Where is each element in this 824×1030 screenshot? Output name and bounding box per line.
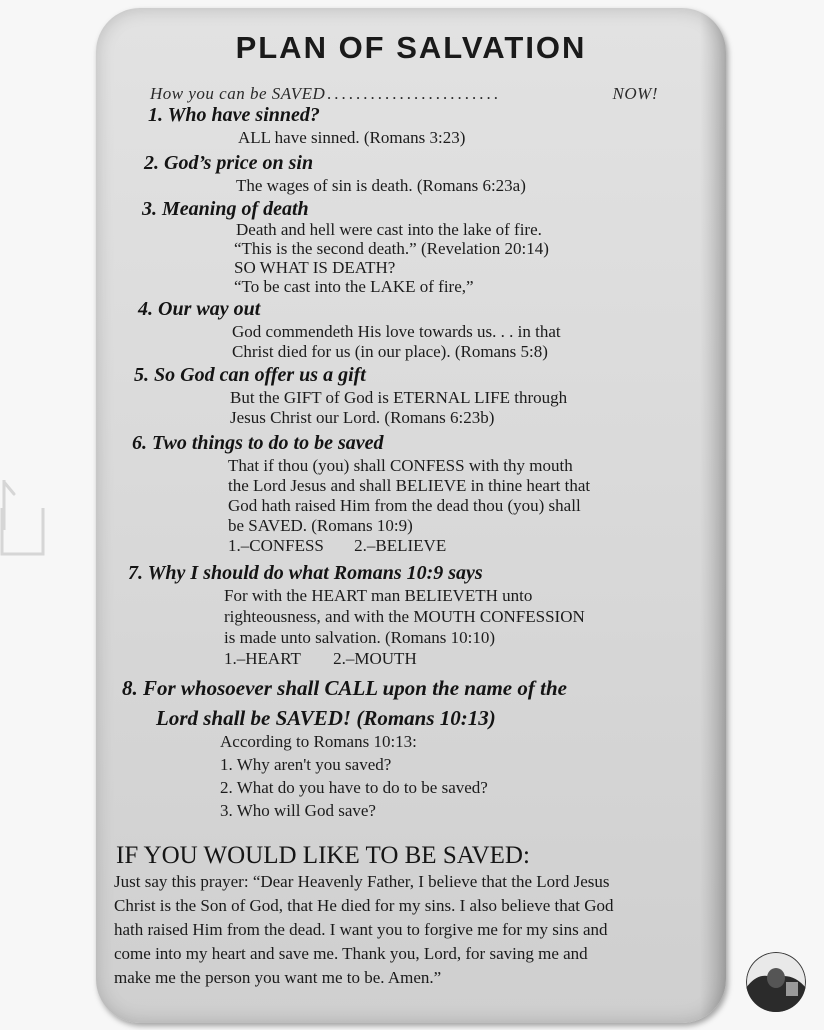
subtitle-right: NOW! xyxy=(612,84,658,103)
section-6-steps xyxy=(228,536,446,556)
section-7-steps xyxy=(224,649,417,669)
section-2-heading: 2. God’s price on sin xyxy=(144,152,314,174)
section-8-line: 2. What do you have to do to be saved? xyxy=(220,778,488,797)
section-5-line: Jesus Christ our Lord. (Romans 6:23b) xyxy=(230,408,495,427)
section-4-line: Christ died for us (in our place). (Romans 5:8) xyxy=(232,342,548,361)
section-5-heading: 5. So God can offer us a gift xyxy=(134,364,366,386)
step-item: 2.–BELIEVE xyxy=(354,536,447,555)
section-6-line: be SAVED. (Romans 10:9) xyxy=(228,516,413,535)
avatar[interactable] xyxy=(746,952,806,1012)
section-3-line: “To be cast into the LAKE of fire,” xyxy=(234,277,474,296)
card-edge-shadow xyxy=(700,8,726,1023)
prayer-line: hath raised Him from the dead. I want you to forgive me for my sins and xyxy=(114,920,608,939)
section-1-heading: 1. Who have sinned? xyxy=(148,104,320,126)
section-8-heading: 8. For whosoever shall CALL upon the name of the xyxy=(122,676,567,700)
section-6-heading: 6. Two things to do to be saved xyxy=(132,432,384,454)
section-6-line: That if thou (you) shall CONFESS with thy mouth xyxy=(228,456,573,475)
section-7-line: For with the HEART man BELIEVETH unto xyxy=(224,586,533,605)
section-5-line: But the GIFT of God is ETERNAL LIFE through xyxy=(230,388,568,407)
section-7-heading: 7. Why I should do what Romans 10:9 says xyxy=(128,562,483,584)
section-3-heading: 3. Meaning of death xyxy=(142,198,309,220)
step-item: 2.–MOUTH xyxy=(333,649,417,668)
section-2-line: The wages of sin is death. (Romans 6:23a) xyxy=(236,176,526,195)
section-7-line: righteousness, and with the MOUTH CONFESSION xyxy=(224,607,585,626)
salvation-card xyxy=(96,8,726,1023)
section-3-line: Death and hell were cast into the lake of fire. xyxy=(236,220,542,239)
prayer-line: Just say this prayer: “Dear Heavenly Father, I believe that the Lord Jesus xyxy=(114,872,610,891)
section-8-line: 1. Why aren't you saved? xyxy=(220,755,392,774)
card-subtitle xyxy=(150,84,658,104)
avatar-icon xyxy=(746,952,806,1012)
section-1-line: ALL have sinned. (Romans 3:23) xyxy=(238,128,466,147)
prayer-line: come into my heart and save me. Thank you, Lord, for saving me and xyxy=(114,944,588,963)
section-8-line: 3. Who will God save? xyxy=(220,801,376,820)
prayer-line: make me the person you want me to be. Amen.” xyxy=(114,968,442,987)
subtitle-dots: ........................ xyxy=(327,84,502,103)
prayer-line: Christ is the Son of God, that He died for my sins. I also believe that God xyxy=(114,896,614,915)
section-3-line: “This is the second death.” (Revelation 20:14) xyxy=(234,239,549,258)
card-title: PLAN OF SALVATION xyxy=(235,30,587,65)
step-item: 1.–CONFESS xyxy=(228,536,324,555)
closing-heading: IF YOU WOULD LIKE TO BE SAVED: xyxy=(116,842,530,869)
subtitle-left: How you can be SAVED xyxy=(150,84,326,103)
section-4-line: God commendeth His love towards us. . . in that xyxy=(232,322,561,341)
section-6-line: the Lord Jesus and shall BELIEVE in thine heart that xyxy=(228,476,591,495)
section-4-heading: 4. Our way out xyxy=(138,298,261,320)
section-7-line: is made unto salvation. (Romans 10:10) xyxy=(224,628,496,647)
step-item: 1.–HEART xyxy=(224,649,301,668)
section-3-line: SO WHAT IS DEATH? xyxy=(234,258,396,277)
section-8-line: According to Romans 10:13: xyxy=(220,732,417,751)
section-8-heading: Lord shall be SAVED! (Romans 10:13) xyxy=(156,706,496,730)
share-icon[interactable] xyxy=(0,474,46,556)
section-6-line: God hath raised Him from the dead thou (you) shall xyxy=(228,496,581,515)
